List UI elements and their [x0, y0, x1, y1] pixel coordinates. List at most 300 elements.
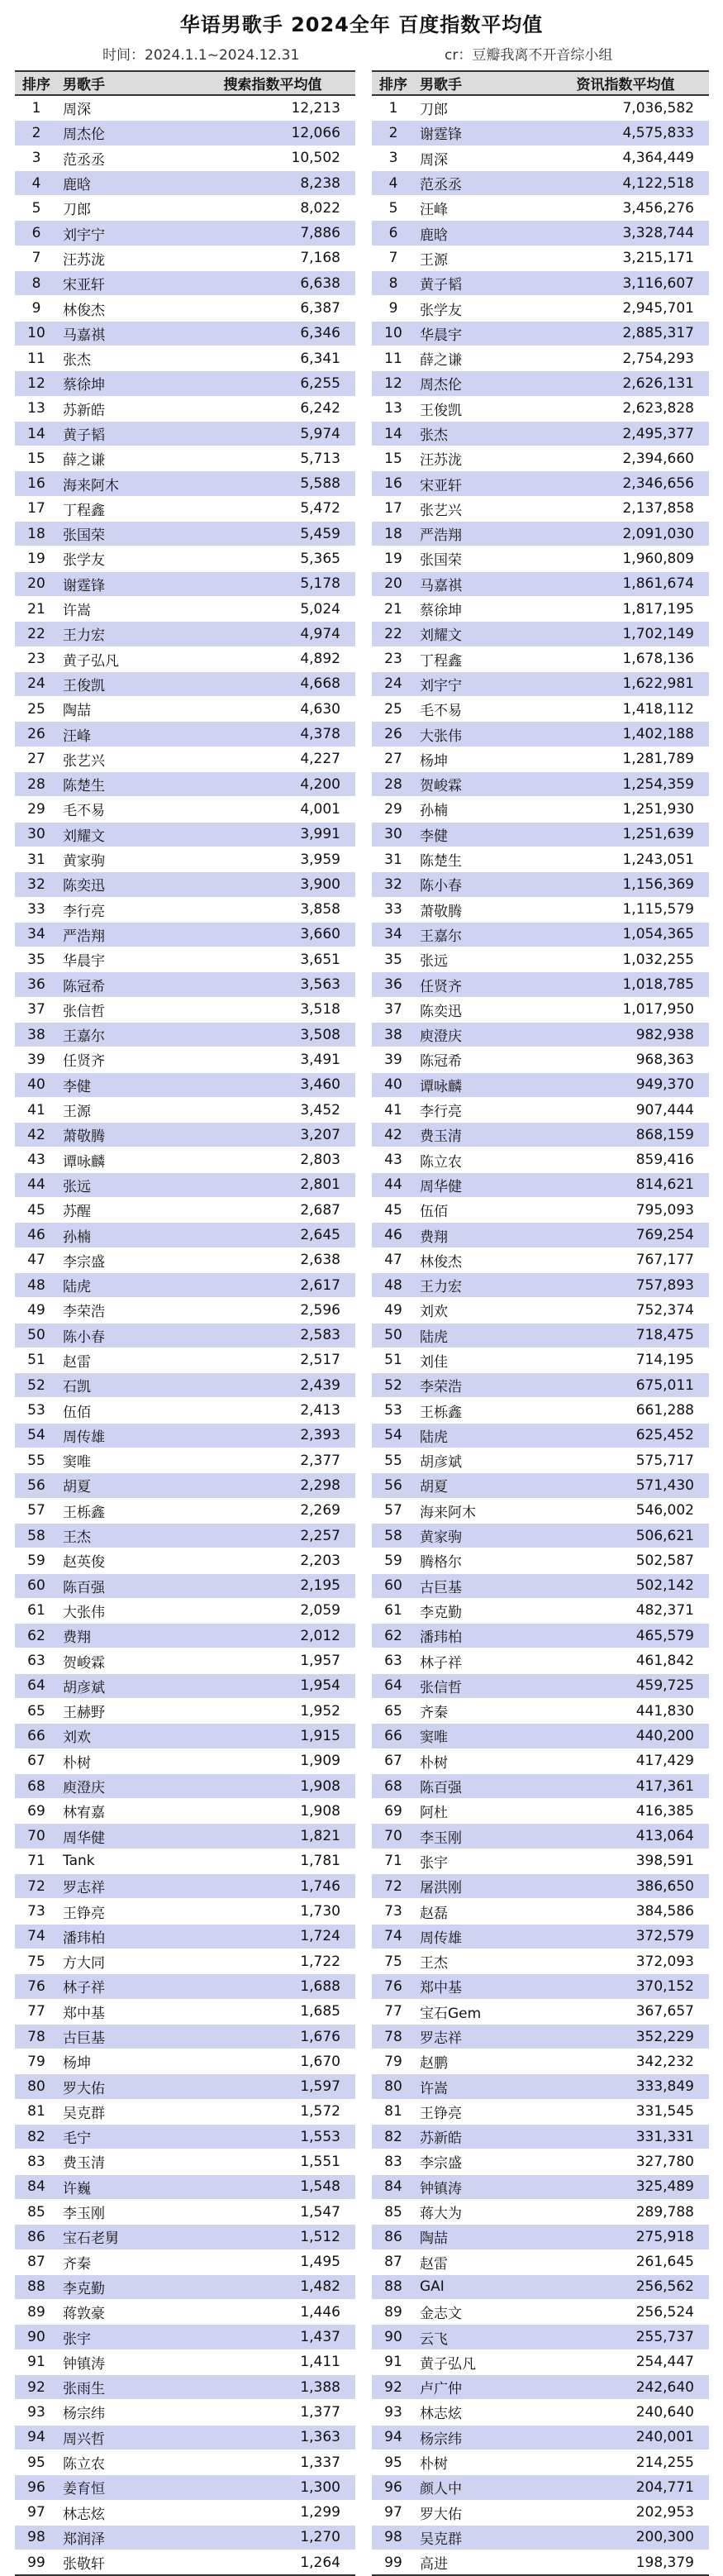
- table-header-row: [15, 71, 355, 95]
- rank-cell: 29: [15, 797, 58, 822]
- index-value-cell: 757,893: [542, 1272, 709, 1297]
- singer-name-cell: 萧敬腾: [415, 897, 542, 922]
- index-value-cell: 367,657: [542, 1999, 709, 2024]
- table-row: [372, 2125, 709, 2149]
- table-row: [372, 1899, 709, 1924]
- index-value-cell: 3,491: [190, 1047, 355, 1072]
- table-row: [15, 1523, 355, 1548]
- rank-cell: 17: [15, 496, 58, 521]
- singer-name-cell: 金志文: [415, 2300, 542, 2325]
- table-row: [15, 2024, 355, 2049]
- singer-name-cell: 王铮亮: [58, 1899, 190, 1924]
- index-value-cell: 2,269: [190, 1498, 355, 1523]
- table-row: [372, 1974, 709, 1999]
- index-value-cell: 5,713: [190, 446, 355, 471]
- index-value-cell: 4,575,833: [542, 121, 709, 145]
- singer-name-cell: 方大同: [58, 1949, 190, 1973]
- singer-name-cell: 郑中基: [415, 1974, 542, 1999]
- singer-name-cell: 朴树: [415, 1748, 542, 1773]
- rank-cell: 10: [15, 321, 58, 346]
- index-value-cell: 2,203: [190, 1548, 355, 1573]
- table-row: [15, 1799, 355, 1824]
- singer-name-cell: 汪峰: [415, 196, 542, 221]
- table-row: [15, 697, 355, 722]
- table-row: [372, 1272, 709, 1297]
- singer-name-cell: 张艺兴: [415, 496, 542, 521]
- singer-name-cell: 汪苏泷: [58, 246, 190, 270]
- search-index-table: [15, 70, 355, 2576]
- index-value-cell: 1,676: [190, 2024, 355, 2049]
- singer-name-cell: 林志炫: [415, 2400, 542, 2425]
- rank-cell: 52: [372, 1373, 415, 1398]
- rank-cell: 29: [372, 797, 415, 822]
- singer-name-cell: 胡夏: [415, 1473, 542, 1498]
- rank-cell: 74: [15, 1924, 58, 1949]
- table-row: [372, 2274, 709, 2299]
- singer-name-cell: 陈奕迅: [58, 872, 190, 897]
- singer-name-cell: 石凯: [58, 1373, 190, 1398]
- table-row: [372, 1573, 709, 1598]
- singer-name-cell: 腾格尔: [415, 1548, 542, 1573]
- table-row: [372, 1198, 709, 1223]
- index-value-cell: 331,331: [542, 2125, 709, 2149]
- table-row: [372, 95, 709, 121]
- index-value-cell: 254,447: [542, 2349, 709, 2374]
- table-row: [372, 1473, 709, 1498]
- table-row: [372, 2024, 709, 2049]
- index-value-cell: 1,572: [190, 2099, 355, 2124]
- singer-name-cell: 高进: [415, 2550, 542, 2576]
- rank-cell: 81: [372, 2099, 415, 2124]
- singer-name-cell: 严浩翔: [58, 922, 190, 947]
- index-value-cell: 413,064: [542, 1824, 709, 1849]
- index-value-cell: 256,524: [542, 2300, 709, 2325]
- rank-cell: 79: [372, 2049, 415, 2074]
- table-row: [372, 2500, 709, 2525]
- table-row: [15, 2375, 355, 2400]
- index-value-cell: 1,254,359: [542, 772, 709, 797]
- page-title: 华语男歌手 2024全年 百度指数平均值: [179, 13, 544, 36]
- index-value-cell: 3,456,276: [542, 196, 709, 221]
- singer-name-cell: 范丞丞: [415, 170, 542, 195]
- index-value-cell: 769,254: [542, 1223, 709, 1247]
- singer-name-cell: 宋亚轩: [415, 471, 542, 496]
- rank-cell: 22: [372, 622, 415, 646]
- index-value-cell: 1,915: [190, 1724, 355, 1748]
- singer-name-cell: 张杰: [415, 421, 542, 446]
- singer-name-cell: 潘玮柏: [415, 1624, 542, 1648]
- singer-name-cell: 陈冠希: [58, 972, 190, 997]
- rank-cell: 89: [372, 2300, 415, 2325]
- table-row: [372, 1172, 709, 1197]
- rank-cell: 4: [372, 170, 415, 195]
- table-row: [15, 546, 355, 571]
- rank-cell: 41: [372, 1097, 415, 1122]
- rank-cell: 65: [372, 1699, 415, 1724]
- table-row: [15, 2274, 355, 2299]
- rank-cell: 60: [372, 1573, 415, 1598]
- singer-name-cell: 苏新皓: [415, 2125, 542, 2149]
- table-row: [372, 2099, 709, 2124]
- index-value-cell: 1,597: [190, 2074, 355, 2099]
- singer-name-cell: 罗志祥: [58, 1874, 190, 1899]
- column-header-singer: 男歌手: [58, 71, 190, 95]
- table-row: [15, 1724, 355, 1748]
- index-value-cell: 1,724: [190, 1924, 355, 1949]
- index-value-cell: 1,821: [190, 1824, 355, 1849]
- rank-cell: 82: [15, 2125, 58, 2149]
- index-value-cell: 5,024: [190, 596, 355, 621]
- index-value-cell: 2,012: [190, 1624, 355, 1648]
- table-row: [15, 1223, 355, 1247]
- index-value-cell: 949,370: [542, 1072, 709, 1097]
- singer-name-cell: 赵磊: [415, 1899, 542, 1924]
- singer-name-cell: 周华健: [415, 1172, 542, 1197]
- table-row: [372, 1348, 709, 1372]
- index-value-cell: 1,722: [190, 1949, 355, 1973]
- singer-name-cell: 赵英俊: [58, 1548, 190, 1573]
- singer-name-cell: 黄子韬: [58, 421, 190, 446]
- table-row: [372, 1423, 709, 1448]
- index-value-cell: 10,502: [190, 145, 355, 170]
- singer-name-cell: 薛之谦: [58, 446, 190, 471]
- table-row: [15, 622, 355, 646]
- table-row: [15, 421, 355, 446]
- table-row: [15, 2149, 355, 2174]
- table-row: [372, 1097, 709, 1122]
- singer-name-cell: 张国荣: [415, 546, 542, 571]
- table-row: [372, 1874, 709, 1899]
- table-row: [372, 496, 709, 521]
- index-value-cell: 1,957: [190, 1648, 355, 1673]
- rank-cell: 83: [372, 2149, 415, 2174]
- rank-cell: 78: [15, 2024, 58, 2049]
- table-row: [372, 2174, 709, 2199]
- table-row: [15, 1198, 355, 1223]
- singer-name-cell: 胡彦斌: [58, 1673, 190, 1698]
- table-row: [15, 1498, 355, 1523]
- index-value-cell: 331,545: [542, 2099, 709, 2124]
- rank-cell: 1: [372, 95, 415, 121]
- rank-cell: 19: [15, 546, 58, 571]
- rank-cell: 75: [15, 1949, 58, 1973]
- index-value-cell: 275,918: [542, 2225, 709, 2249]
- singer-name-cell: 赵雷: [415, 2249, 542, 2274]
- table-row: [15, 2199, 355, 2224]
- singer-name-cell: 张学友: [415, 296, 542, 321]
- table-row: [15, 722, 355, 747]
- singer-name-cell: 黄子韬: [415, 271, 542, 296]
- table-row: [15, 170, 355, 195]
- table-row: [15, 1598, 355, 1623]
- index-value-cell: 384,586: [542, 1899, 709, 1924]
- table-row: [15, 371, 355, 396]
- index-value-cell: 1,377: [190, 2400, 355, 2425]
- index-value-cell: 1,281,789: [542, 747, 709, 771]
- rank-cell: 37: [372, 997, 415, 1022]
- table-row: [15, 922, 355, 947]
- rank-cell: 14: [372, 421, 415, 446]
- index-value-cell: 2,626,131: [542, 371, 709, 396]
- table-row: [372, 271, 709, 296]
- rank-cell: 2: [15, 121, 58, 145]
- rank-cell: 88: [372, 2274, 415, 2299]
- singer-name-cell: 许嵩: [58, 596, 190, 621]
- rank-cell: 11: [372, 346, 415, 370]
- rank-cell: 80: [15, 2074, 58, 2099]
- index-value-cell: 482,371: [542, 1598, 709, 1623]
- rank-cell: 61: [372, 1598, 415, 1623]
- rank-cell: 5: [372, 196, 415, 221]
- singer-name-cell: 孙楠: [58, 1223, 190, 1247]
- table-row: [15, 2099, 355, 2124]
- table-row: [372, 2349, 709, 2374]
- table-row: [372, 1072, 709, 1097]
- rank-cell: 69: [372, 1799, 415, 1824]
- index-value-cell: 661,288: [542, 1398, 709, 1423]
- column-header-singer: 男歌手: [415, 71, 542, 95]
- table-row: [15, 2525, 355, 2550]
- singer-name-cell: 陶喆: [58, 697, 190, 722]
- table-row: [372, 446, 709, 471]
- index-value-cell: 2,645: [190, 1223, 355, 1247]
- table-row: [15, 1748, 355, 1773]
- rank-cell: 10: [372, 321, 415, 346]
- rank-cell: 83: [15, 2149, 58, 2174]
- singer-name-cell: 蔡徐坤: [415, 596, 542, 621]
- index-value-cell: 204,771: [542, 2475, 709, 2500]
- table-row: [15, 2225, 355, 2249]
- rank-cell: 35: [15, 947, 58, 972]
- index-value-cell: 5,588: [190, 471, 355, 496]
- singer-name-cell: 谭咏麟: [58, 1147, 190, 1172]
- table-row: [15, 2074, 355, 2099]
- table-row: [372, 596, 709, 621]
- singer-name-cell: 李荣浩: [415, 1373, 542, 1398]
- index-value-cell: 417,361: [542, 1773, 709, 1798]
- singer-name-cell: 刘佳: [415, 1348, 542, 1372]
- rank-cell: 70: [15, 1824, 58, 1849]
- table-row: [372, 1398, 709, 1423]
- rank-cell: 56: [372, 1473, 415, 1498]
- singer-name-cell: 陆虎: [415, 1323, 542, 1348]
- index-value-cell: 546,002: [542, 1498, 709, 1523]
- rank-cell: 54: [372, 1423, 415, 1448]
- index-value-cell: 1,548: [190, 2174, 355, 2199]
- rank-cell: 91: [372, 2349, 415, 2374]
- singer-name-cell: 海来阿木: [415, 1498, 542, 1523]
- table-row: [15, 396, 355, 421]
- table-row: [372, 722, 709, 747]
- singer-name-cell: 鹿晗: [58, 170, 190, 195]
- rank-cell: 24: [372, 671, 415, 696]
- index-value-cell: 2,801: [190, 1172, 355, 1197]
- index-value-cell: 461,842: [542, 1648, 709, 1673]
- singer-name-cell: 齐秦: [58, 2249, 190, 2274]
- index-value-cell: 1,495: [190, 2249, 355, 2274]
- table-row: [15, 321, 355, 346]
- rank-cell: 46: [372, 1223, 415, 1247]
- index-value-cell: 441,830: [542, 1699, 709, 1724]
- singer-name-cell: 陈楚生: [415, 847, 542, 871]
- singer-name-cell: 胡彦斌: [415, 1448, 542, 1473]
- singer-name-cell: 陈百强: [58, 1573, 190, 1598]
- singer-name-cell: 丁程鑫: [58, 496, 190, 521]
- rank-cell: 21: [372, 596, 415, 621]
- rank-cell: 40: [372, 1072, 415, 1097]
- index-value-cell: 502,587: [542, 1548, 709, 1573]
- rank-cell: 77: [15, 1999, 58, 2024]
- rank-cell: 51: [15, 1348, 58, 1372]
- index-value-cell: 255,737: [542, 2325, 709, 2349]
- rank-cell: 6: [15, 221, 58, 246]
- rank-cell: 15: [372, 446, 415, 471]
- singer-name-cell: 王源: [58, 1097, 190, 1122]
- rank-cell: 72: [15, 1874, 58, 1899]
- table-row: [15, 2300, 355, 2325]
- index-value-cell: 5,459: [190, 522, 355, 546]
- table-row: [15, 1773, 355, 1798]
- table-row: [372, 1949, 709, 1973]
- index-value-cell: 372,579: [542, 1924, 709, 1949]
- singer-name-cell: 周传雄: [415, 1924, 542, 1949]
- singer-name-cell: 黄子弘凡: [415, 2349, 542, 2374]
- singer-name-cell: 杨宗纬: [415, 2425, 542, 2450]
- singer-name-cell: Tank: [58, 1849, 190, 1873]
- index-value-cell: 2,137,858: [542, 496, 709, 521]
- table-row: [372, 1373, 709, 1398]
- singer-name-cell: 齐秦: [415, 1699, 542, 1724]
- rank-cell: 89: [15, 2300, 58, 2325]
- table-row: [15, 872, 355, 897]
- index-value-cell: 2,517: [190, 1348, 355, 1372]
- index-value-cell: 2,257: [190, 1523, 355, 1548]
- rank-cell: 85: [15, 2199, 58, 2224]
- rank-cell: 57: [15, 1498, 58, 1523]
- rank-cell: 87: [15, 2249, 58, 2274]
- singer-name-cell: 罗志祥: [415, 2024, 542, 2049]
- singer-name-cell: 费翔: [415, 1223, 542, 1247]
- singer-name-cell: 费玉清: [58, 2149, 190, 2174]
- singer-name-cell: 谭咏麟: [415, 1072, 542, 1097]
- singer-name-cell: 李荣浩: [58, 1298, 190, 1323]
- rank-cell: 55: [372, 1448, 415, 1473]
- table-row: [372, 797, 709, 822]
- index-value-cell: 8,238: [190, 170, 355, 195]
- singer-name-cell: 张艺兴: [58, 747, 190, 771]
- rank-cell: 17: [372, 496, 415, 521]
- singer-name-cell: 赵雷: [58, 1348, 190, 1372]
- index-value-cell: 1,017,950: [542, 997, 709, 1022]
- rank-cell: 84: [15, 2174, 58, 2199]
- rank-cell: 74: [372, 1924, 415, 1949]
- table-row: [372, 897, 709, 922]
- index-value-cell: 1,264: [190, 2550, 355, 2576]
- rank-cell: 68: [372, 1773, 415, 1798]
- index-value-cell: 465,579: [542, 1624, 709, 1648]
- singer-name-cell: 潘玮柏: [58, 1924, 190, 1949]
- index-value-cell: 416,385: [542, 1799, 709, 1824]
- index-value-cell: 714,195: [542, 1348, 709, 1372]
- singer-name-cell: 林俊杰: [58, 296, 190, 321]
- table-row: [372, 471, 709, 496]
- rank-cell: 25: [15, 697, 58, 722]
- singer-name-cell: 伍佰: [415, 1198, 542, 1223]
- index-value-cell: 12,066: [190, 121, 355, 145]
- rank-cell: 2: [372, 121, 415, 145]
- rank-cell: 91: [15, 2349, 58, 2374]
- rank-cell: 99: [372, 2550, 415, 2576]
- table-row: [15, 947, 355, 972]
- singer-name-cell: 李克勤: [58, 2274, 190, 2299]
- rank-cell: 92: [15, 2375, 58, 2400]
- rank-cell: 24: [15, 671, 58, 696]
- table-row: [15, 296, 355, 321]
- rank-cell: 12: [372, 371, 415, 396]
- rank-cell: 13: [15, 396, 58, 421]
- rank-cell: 43: [15, 1147, 58, 1172]
- singer-name-cell: 贺峻霖: [415, 772, 542, 797]
- index-value-cell: 718,475: [542, 1323, 709, 1348]
- source-credit: cr：豆瓣我离不开音综小组: [445, 47, 613, 64]
- singer-name-cell: 庾澄庆: [58, 1773, 190, 1798]
- rank-cell: 50: [372, 1323, 415, 1348]
- table-row: [372, 170, 709, 195]
- table-row: [372, 1849, 709, 1873]
- table-row: [372, 772, 709, 797]
- table-row: [15, 1047, 355, 1072]
- index-value-cell: 1,054,365: [542, 922, 709, 947]
- rank-cell: 5: [15, 196, 58, 221]
- singer-name-cell: 张宇: [415, 1849, 542, 1873]
- index-value-cell: 3,207: [190, 1123, 355, 1147]
- rank-cell: 71: [372, 1849, 415, 1873]
- rank-cell: 71: [15, 1849, 58, 1873]
- singer-name-cell: 陈立农: [58, 2450, 190, 2474]
- singer-name-cell: 郑中基: [58, 1999, 190, 2024]
- table-row: [372, 2525, 709, 2550]
- rank-cell: 23: [372, 646, 415, 671]
- table-row: [15, 2249, 355, 2274]
- table-row: [15, 1699, 355, 1724]
- news-index-table: [372, 70, 709, 2576]
- singer-name-cell: 陈立农: [415, 1147, 542, 1172]
- index-value-cell: 459,725: [542, 1673, 709, 1698]
- singer-name-cell: 毛不易: [58, 797, 190, 822]
- rank-cell: 3: [15, 145, 58, 170]
- index-value-cell: 6,638: [190, 271, 355, 296]
- table-row: [15, 1673, 355, 1698]
- index-value-cell: 1,622,981: [542, 671, 709, 696]
- rank-cell: 87: [372, 2249, 415, 2274]
- rank-cell: 59: [15, 1548, 58, 1573]
- table-row: [372, 196, 709, 221]
- index-value-cell: 4,378: [190, 722, 355, 747]
- table-row: [372, 2149, 709, 2174]
- singer-name-cell: 宝石Gem: [415, 1999, 542, 2024]
- index-value-cell: 1,243,051: [542, 847, 709, 871]
- table-row: [372, 622, 709, 646]
- singer-name-cell: 张宇: [58, 2325, 190, 2349]
- singer-name-cell: 华晨宇: [58, 947, 190, 972]
- rank-cell: 31: [372, 847, 415, 871]
- rank-cell: 35: [372, 947, 415, 972]
- index-value-cell: 3,991: [190, 822, 355, 847]
- rank-cell: 32: [15, 872, 58, 897]
- singer-name-cell: 马嘉祺: [58, 321, 190, 346]
- index-value-cell: 1,437: [190, 2325, 355, 2349]
- singer-name-cell: 陈小春: [58, 1323, 190, 1348]
